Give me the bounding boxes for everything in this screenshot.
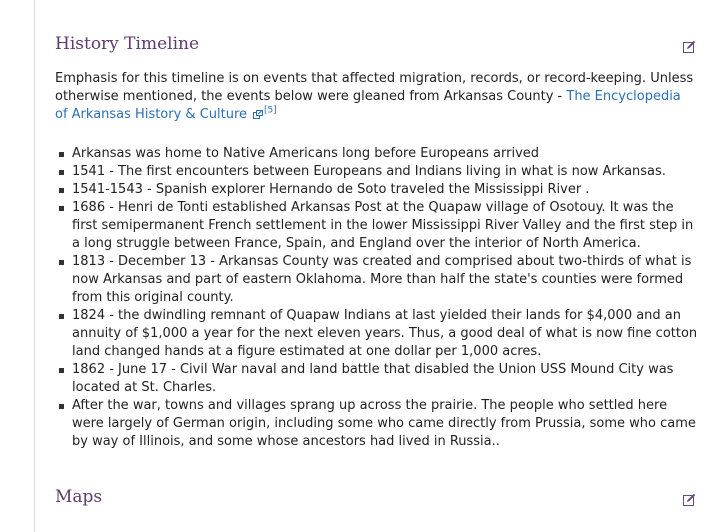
intro-text: Emphasis for this timeline is on events that affected migration, records, or record-keeping. Unless otherwise mentioned, the events below were gleaned from Arkansas County -: [55, 71, 694, 104]
history-title: History Timeline: [55, 34, 200, 54]
timeline-item: Arkansas was home to Native Americans long before Europeans arrived: [55, 145, 700, 163]
maps-section-header: [55, 485, 700, 511]
timeline-item: 1824 - the dwindling remnant of Quapaw Indians at last yielded their lands for $4,000 and an annuity of $1,000 a year for the next eleven years. Thus, a good deal of what is now fine cotton land changed hands at a figure estimated at one dollar per 1,000 acres.: [55, 307, 700, 361]
left-border: [34, 0, 35, 532]
bullet-icon: [59, 314, 64, 319]
timeline-item: 1541-1543 - Spanish explorer Hernando de Soto traveled the Mississippi River .: [55, 181, 700, 199]
timeline-list: [55, 145, 700, 451]
timeline-item: 1862 - June 17 - Civil War naval and land battle that disabled the Union USS Mound City was located at St. Charles.: [55, 361, 700, 397]
reference-marker[interactable]: [5]: [264, 105, 277, 116]
intro-paragraph: [55, 70, 695, 124]
maps-title: Maps: [55, 487, 103, 507]
bullet-icon: [59, 152, 64, 157]
edit-icon[interactable]: [683, 491, 696, 504]
bullet-icon: [59, 170, 64, 175]
external-link-icon[interactable]: [253, 107, 264, 116]
bullet-icon: [59, 260, 64, 265]
timeline-item: 1813 - December 13 - Arkansas County was created and comprised about two-thirds of what is now Arkansas and part of eastern Oklahoma. More than half the state's counties were formed from this original county.: [55, 253, 700, 307]
timeline-item: 1541 - The first encounters between Europeans and Indians living in what is now Arkansas.: [55, 163, 700, 181]
bullet-icon: [59, 206, 64, 211]
encyclopedia-link[interactable]: The Encyclopedia of Arkansas History & Culture: [55, 89, 681, 122]
bullet-icon: [59, 188, 64, 193]
timeline-item: 1686 - Henri de Tonti established Arkansas Post at the Quapaw village of Osotouy. It was the first semipermanent French settlement in the lower Mississippi River Valley and the first step in a long struggle between France, Spain, and England over the interior of North America.: [55, 199, 700, 253]
bullet-icon: [59, 404, 64, 409]
bullet-icon: [59, 368, 64, 373]
history-section-header: [55, 32, 700, 58]
timeline-item: After the war, towns and villages sprang up across the prairie. The people who settled here were largely of German origin, including some who came directly from Prussia, some who came by way of Illinois, and some whose ancestors had lived in Russia..: [55, 397, 700, 451]
edit-icon[interactable]: [683, 38, 696, 51]
